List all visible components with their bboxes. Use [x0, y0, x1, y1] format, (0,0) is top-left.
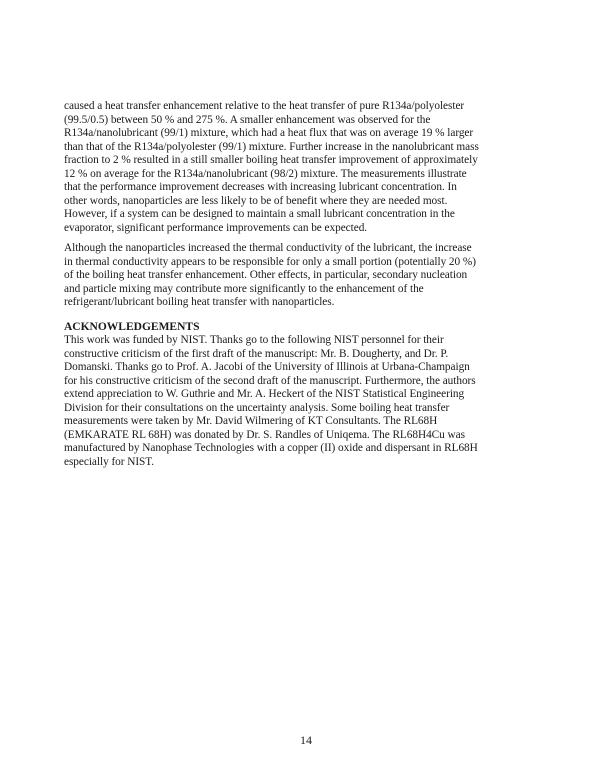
results-paragraph — [64, 100, 504, 235]
paragraph-line: However, if a system can be designed to maintain a small lubricant concentration in the — [64, 208, 455, 220]
paragraph-line: constructive criticism of the first draft of the manuscript: Mr. B. Dougherty, and Dr. P. — [64, 347, 449, 360]
paragraph-line: 12 % on average for the R134a/nanolubricant (98/2) mixture. The measurements illustrate — [64, 167, 467, 180]
paragraph-line: measurements were taken by Mr. David Wilmering of KT Consultants. The RL68H — [64, 415, 438, 427]
paragraph-line: and particle mixing may contribute more significantly to the enhancement of the — [64, 282, 424, 295]
paragraph-line: that the performance improvement decreases with increasing lubricant concentration. In — [64, 181, 457, 193]
paragraph-line: Although the nanoparticles increased the thermal conductivity of the lubricant, the increase — [64, 242, 472, 254]
acknowledgements-heading: ACKNOWLEDGEMENTS — [64, 321, 200, 333]
paragraph-line: Division for their consultations on the uncertainty analysis. Some boiling heat transfer — [64, 401, 450, 414]
paragraph-line: manufactured by Nanophase Technologies with a copper (II) oxide and dispersant in RL68H — [64, 442, 478, 454]
paragraph-line: of the boiling heat transfer enhancement. Other effects, in particular, secondary nucleation — [64, 269, 468, 281]
acknowledgements-paragraph — [64, 334, 504, 469]
paragraph-line: for his constructive criticism of the second draft of the manuscript. Furthermore, the authors — [64, 374, 476, 387]
paragraph-line: caused a heat transfer enhancement relative to the heat transfer of pure R134a/polyolester — [64, 100, 465, 112]
paragraph-line: evaporator, significant performance improvements can be expected. — [64, 221, 368, 234]
paragraph-line: than that of the R134a/polyolester (99/1) mixture. Further increase in the nanolubricant mass — [64, 140, 479, 153]
paragraph-line: refrigerant/lubricant boiling heat transfer with nanoparticles. — [64, 296, 335, 308]
paragraph-line: extend appreciation to W. Guthrie and Mr. A. Heckert of the NIST Statistical Engineering — [64, 388, 465, 400]
paragraph-line: This work was funded by NIST. Thanks go to the following NIST personnel for their — [64, 334, 444, 346]
paragraph-line: Domanski. Thanks go to Prof. A. Jacobi of the University of Illinois at Urbana-Champaign — [64, 361, 470, 373]
paragraph-line: (EMKARATE RL 68H) was donated by Dr. S. Randles of Uniqema. The RL68H4Cu was — [64, 428, 465, 441]
paragraph-line: other words, nanoparticles are less likely to be of benefit where they are needed most. — [64, 194, 448, 207]
paragraph-line: R134a/nanolubricant (99/1) mixture, which had a heat flux that was on average 19 % larger — [64, 127, 474, 139]
conductivity-paragraph — [64, 242, 504, 310]
paragraph-line: (99.5/0.5) between 50 % and 275 %. A smaller enhancement was observed for the — [64, 113, 431, 126]
paragraph-line: fraction to 2 % resulted in a still smaller boiling heat transfer improvement of approximately — [64, 154, 478, 166]
paragraph-line: in thermal conductivity appears to be responsible for only a small portion (potentially 20 %) — [64, 255, 476, 268]
page-number: 14 — [300, 733, 312, 747]
paragraph-line: especially for NIST. — [64, 455, 155, 468]
